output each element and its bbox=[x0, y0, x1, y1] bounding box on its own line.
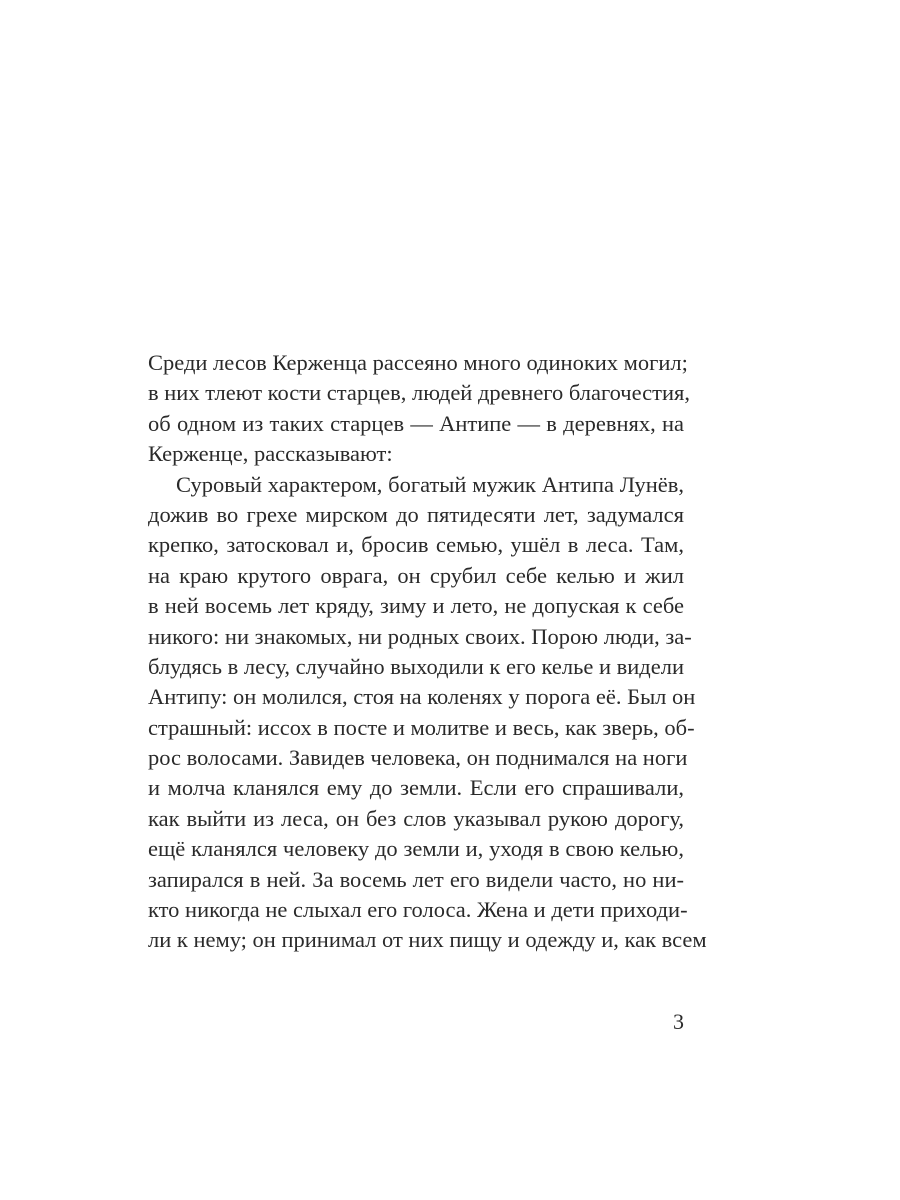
text-line: Антипу: он молился, стоя на коленях у порога её. Был он bbox=[148, 684, 696, 710]
text-line: дожив во грехе мирском до пятидесяти лет, задумался bbox=[148, 501, 684, 527]
text-line: как выйти из леса, он без слов указывал рукою дорогу, bbox=[148, 805, 684, 831]
text-line: в них тлеют кости старцев, людей древнего благочестия, bbox=[148, 380, 690, 406]
text-line: запирался в ней. За восемь лет его видели часто, но ни- bbox=[148, 866, 684, 892]
text-line: на краю крутого оврага, он срубил себе келью и жил bbox=[148, 562, 684, 588]
text-line: Керженце, рассказывают: bbox=[148, 441, 393, 467]
text-line: ещё кланялся человеку до земли и, уходя в свою келью, bbox=[148, 836, 684, 862]
text-line: Среди лесов Керженца рассеяно много одиноких могил; bbox=[148, 350, 688, 375]
text-line: ли к нему; он принимал от них пищу и одежду и, как всем bbox=[148, 927, 707, 953]
text-line: об одном из таких старцев — Антипе — в деревнях, на bbox=[148, 410, 684, 436]
text-line: рос волосами. Завидев человека, он поднимался на ноги bbox=[148, 745, 688, 771]
text-line: крепко, затосковал и, бросив семью, ушёл в леса. Там, bbox=[148, 532, 684, 558]
paragraph-1 bbox=[148, 348, 690, 470]
text-line: и молча кланялся ему до земли. Если его спрашивали, bbox=[148, 775, 684, 801]
text-line: блудясь в лесу, случайно выходили к его келье и видели bbox=[148, 653, 685, 679]
paragraph-2 bbox=[148, 470, 707, 956]
text-line: страшный: иссох в посте и молитве и весь, как зверь, об- bbox=[148, 714, 695, 740]
text-line: Суровый характером, богатый мужик Антипа Лунёв, bbox=[176, 471, 684, 497]
text-line: никого: ни знакомых, ни родных своих. Порою люди, за- bbox=[148, 623, 692, 649]
page-number: 3 bbox=[673, 1009, 684, 1034]
text-line: в ней восемь лет кряду, зиму и лето, не допуская к себе bbox=[148, 593, 684, 619]
text-line: кто никогда не слыхал его голоса. Жена и дети приходи- bbox=[148, 897, 688, 923]
body-text bbox=[148, 348, 707, 956]
